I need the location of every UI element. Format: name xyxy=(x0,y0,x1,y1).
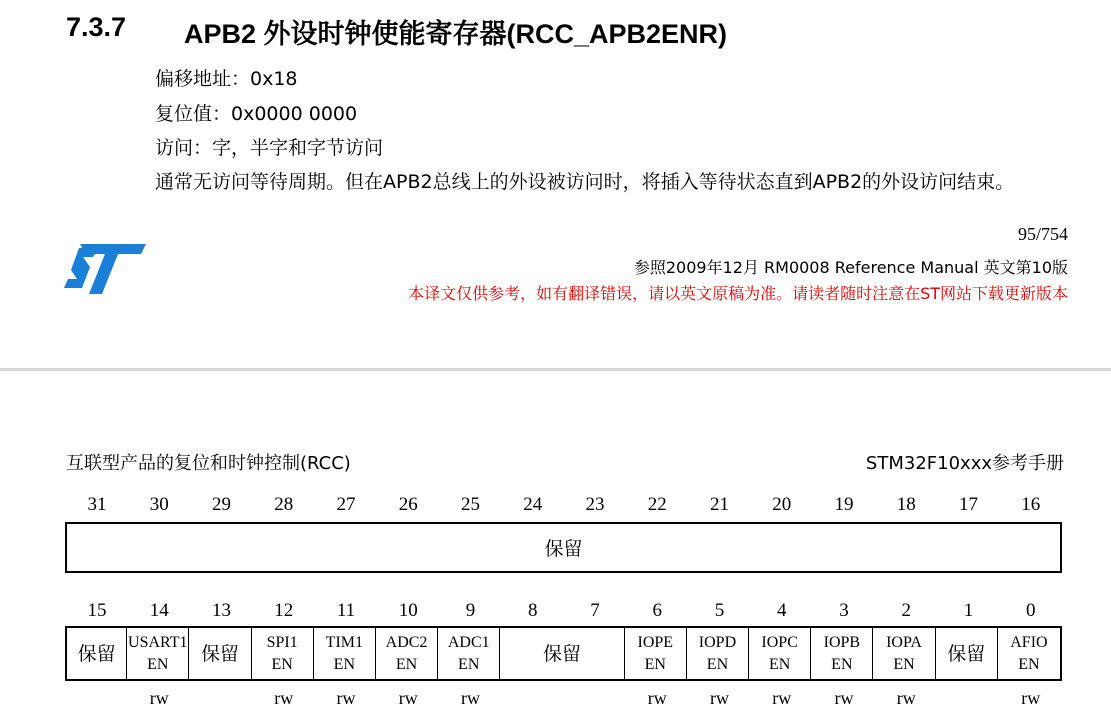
field-afioen xyxy=(998,628,1060,679)
bit-number-29: 29 xyxy=(212,494,231,515)
bit-number-30: 30 xyxy=(149,494,169,515)
bit-number-7: 7 xyxy=(590,600,600,621)
access-iopden: rw xyxy=(710,688,729,708)
field-label: 保留 xyxy=(77,642,116,665)
reset-value: 复位值：0x0000 0000 xyxy=(155,103,358,125)
field-iopcen xyxy=(749,628,811,679)
access-iopcen: rw xyxy=(772,688,792,708)
field-reserved-13 xyxy=(936,628,998,679)
field-usart1en xyxy=(127,628,189,679)
field-label-suffix: EN xyxy=(831,655,853,673)
bit-number-15: 15 xyxy=(87,600,107,621)
bit-number-13: 13 xyxy=(212,600,231,621)
field-label: 保留 xyxy=(542,642,581,665)
offset-address: 偏移地址：0x18 xyxy=(155,68,298,90)
field-label-suffix: EN xyxy=(271,655,293,673)
bit-number-21: 21 xyxy=(710,494,729,515)
bit-number-2: 2 xyxy=(901,600,911,621)
access-iopben: rw xyxy=(834,688,854,708)
bit-number-25: 25 xyxy=(461,494,480,515)
field-reserved-2 xyxy=(189,628,251,679)
bit-number-4: 4 xyxy=(777,600,787,621)
field-label: AFIO xyxy=(1010,633,1048,651)
bit-number-26: 26 xyxy=(398,494,418,515)
field-label: IOPE xyxy=(637,633,674,651)
field-label-suffix: EN xyxy=(644,655,666,673)
field-tim1en xyxy=(314,628,376,679)
bit-number-3: 3 xyxy=(839,600,849,621)
st-logo-icon xyxy=(64,240,148,296)
access-iopeen: rw xyxy=(647,688,667,708)
field-adc1en xyxy=(438,628,500,679)
bit-number-28: 28 xyxy=(274,494,294,515)
bit-number-22: 22 xyxy=(647,494,667,515)
field-label-suffix: EN xyxy=(893,655,915,673)
field-reserved-7 xyxy=(500,628,624,679)
bit-number-20: 20 xyxy=(772,494,792,515)
field-label: SPI1 xyxy=(266,633,298,651)
field-label-suffix: EN xyxy=(706,655,729,673)
bit-number-31: 31 xyxy=(87,494,107,515)
field-label: IOPC xyxy=(761,633,798,651)
translation-disclaimer: 本译文仅供参考，如有翻译错误，请以英文原稿为准。请读者随时注意在ST网站下载更新版本 xyxy=(408,284,1068,303)
bit-number-16: 16 xyxy=(1021,494,1041,515)
access-afioen: rw xyxy=(1021,688,1041,708)
field-label: 保留 xyxy=(200,642,239,665)
field-label: IOPA xyxy=(886,633,922,651)
page-divider xyxy=(0,368,1111,371)
access-type: 访问：字，半字和字节访问 xyxy=(155,137,384,159)
access-spi1en: rw xyxy=(274,688,294,708)
field-label: 保留 xyxy=(947,642,986,665)
field-label: TIM1 xyxy=(325,633,363,651)
field-label: IOPD xyxy=(698,633,737,651)
bit-number-27: 27 xyxy=(336,494,356,515)
field-label: ADC1 xyxy=(447,633,490,651)
bit-number-17: 17 xyxy=(959,494,978,515)
bit-number-9: 9 xyxy=(465,600,476,621)
bit-number-19: 19 xyxy=(834,494,854,515)
register-lower-fields xyxy=(65,626,1062,681)
field-label: IOPB xyxy=(823,633,861,651)
field-iopden xyxy=(687,628,749,679)
access-tim1en: rw xyxy=(336,688,356,708)
bit-number-11: 11 xyxy=(336,600,356,621)
bit-number-5: 5 xyxy=(714,600,725,621)
access-iopaen: rw xyxy=(896,688,916,708)
field-iopben xyxy=(811,628,873,679)
bit-number-18: 18 xyxy=(896,494,916,515)
field-label-suffix: EN xyxy=(333,655,355,673)
running-header-right: STM32F10xxx参考手册 xyxy=(865,453,1064,474)
field-label-suffix: EN xyxy=(1018,655,1040,673)
reference-note: 参照2009年12月 RM0008 Reference Manual 英文第10版 xyxy=(633,258,1068,277)
bit-number-0: 0 xyxy=(1026,600,1036,621)
register-upper-field xyxy=(65,522,1062,573)
section-title: APB2 外设时钟使能寄存器(RCC_APB2ENR) xyxy=(184,19,728,49)
field-iopaen xyxy=(873,628,935,679)
bit-number-1: 1 xyxy=(963,600,974,621)
bit-number-24: 24 xyxy=(523,494,543,515)
field-label-suffix: EN xyxy=(458,655,480,673)
field-label-suffix: EN xyxy=(768,655,791,673)
bit-number-6: 6 xyxy=(652,600,662,621)
field-label: ADC2 xyxy=(385,633,428,651)
field-label: USART1 xyxy=(128,633,188,651)
bit-number-12: 12 xyxy=(274,600,294,621)
access-adc2en: rw xyxy=(398,688,418,708)
running-header-left: 互联型产品的复位和时钟控制(RCC) xyxy=(66,453,351,474)
access-adc1en: rw xyxy=(461,688,480,708)
field-iopeen xyxy=(625,628,687,679)
bit-number-23: 23 xyxy=(585,494,605,515)
field-label-suffix: EN xyxy=(395,655,418,673)
section-number: 7.3.7 xyxy=(66,12,127,42)
field-label-suffix: EN xyxy=(147,655,169,673)
field-spi1en xyxy=(252,628,314,679)
access-usart1en: rw xyxy=(149,688,169,708)
bit-number-14: 14 xyxy=(149,600,169,621)
field-adc2en xyxy=(376,628,438,679)
bit-number-10: 10 xyxy=(398,600,418,621)
page-number: 95/754 xyxy=(1017,224,1068,244)
upper-reserved-label: 保留 xyxy=(544,538,583,560)
bit-number-8: 8 xyxy=(528,600,538,621)
field-reserved-0 xyxy=(67,628,127,679)
description-paragraph: 通常无访问等待周期。但在APB2总线上的外设被访问时，将插入等待状态直到APB2的外设访问结束。 xyxy=(155,171,1015,193)
